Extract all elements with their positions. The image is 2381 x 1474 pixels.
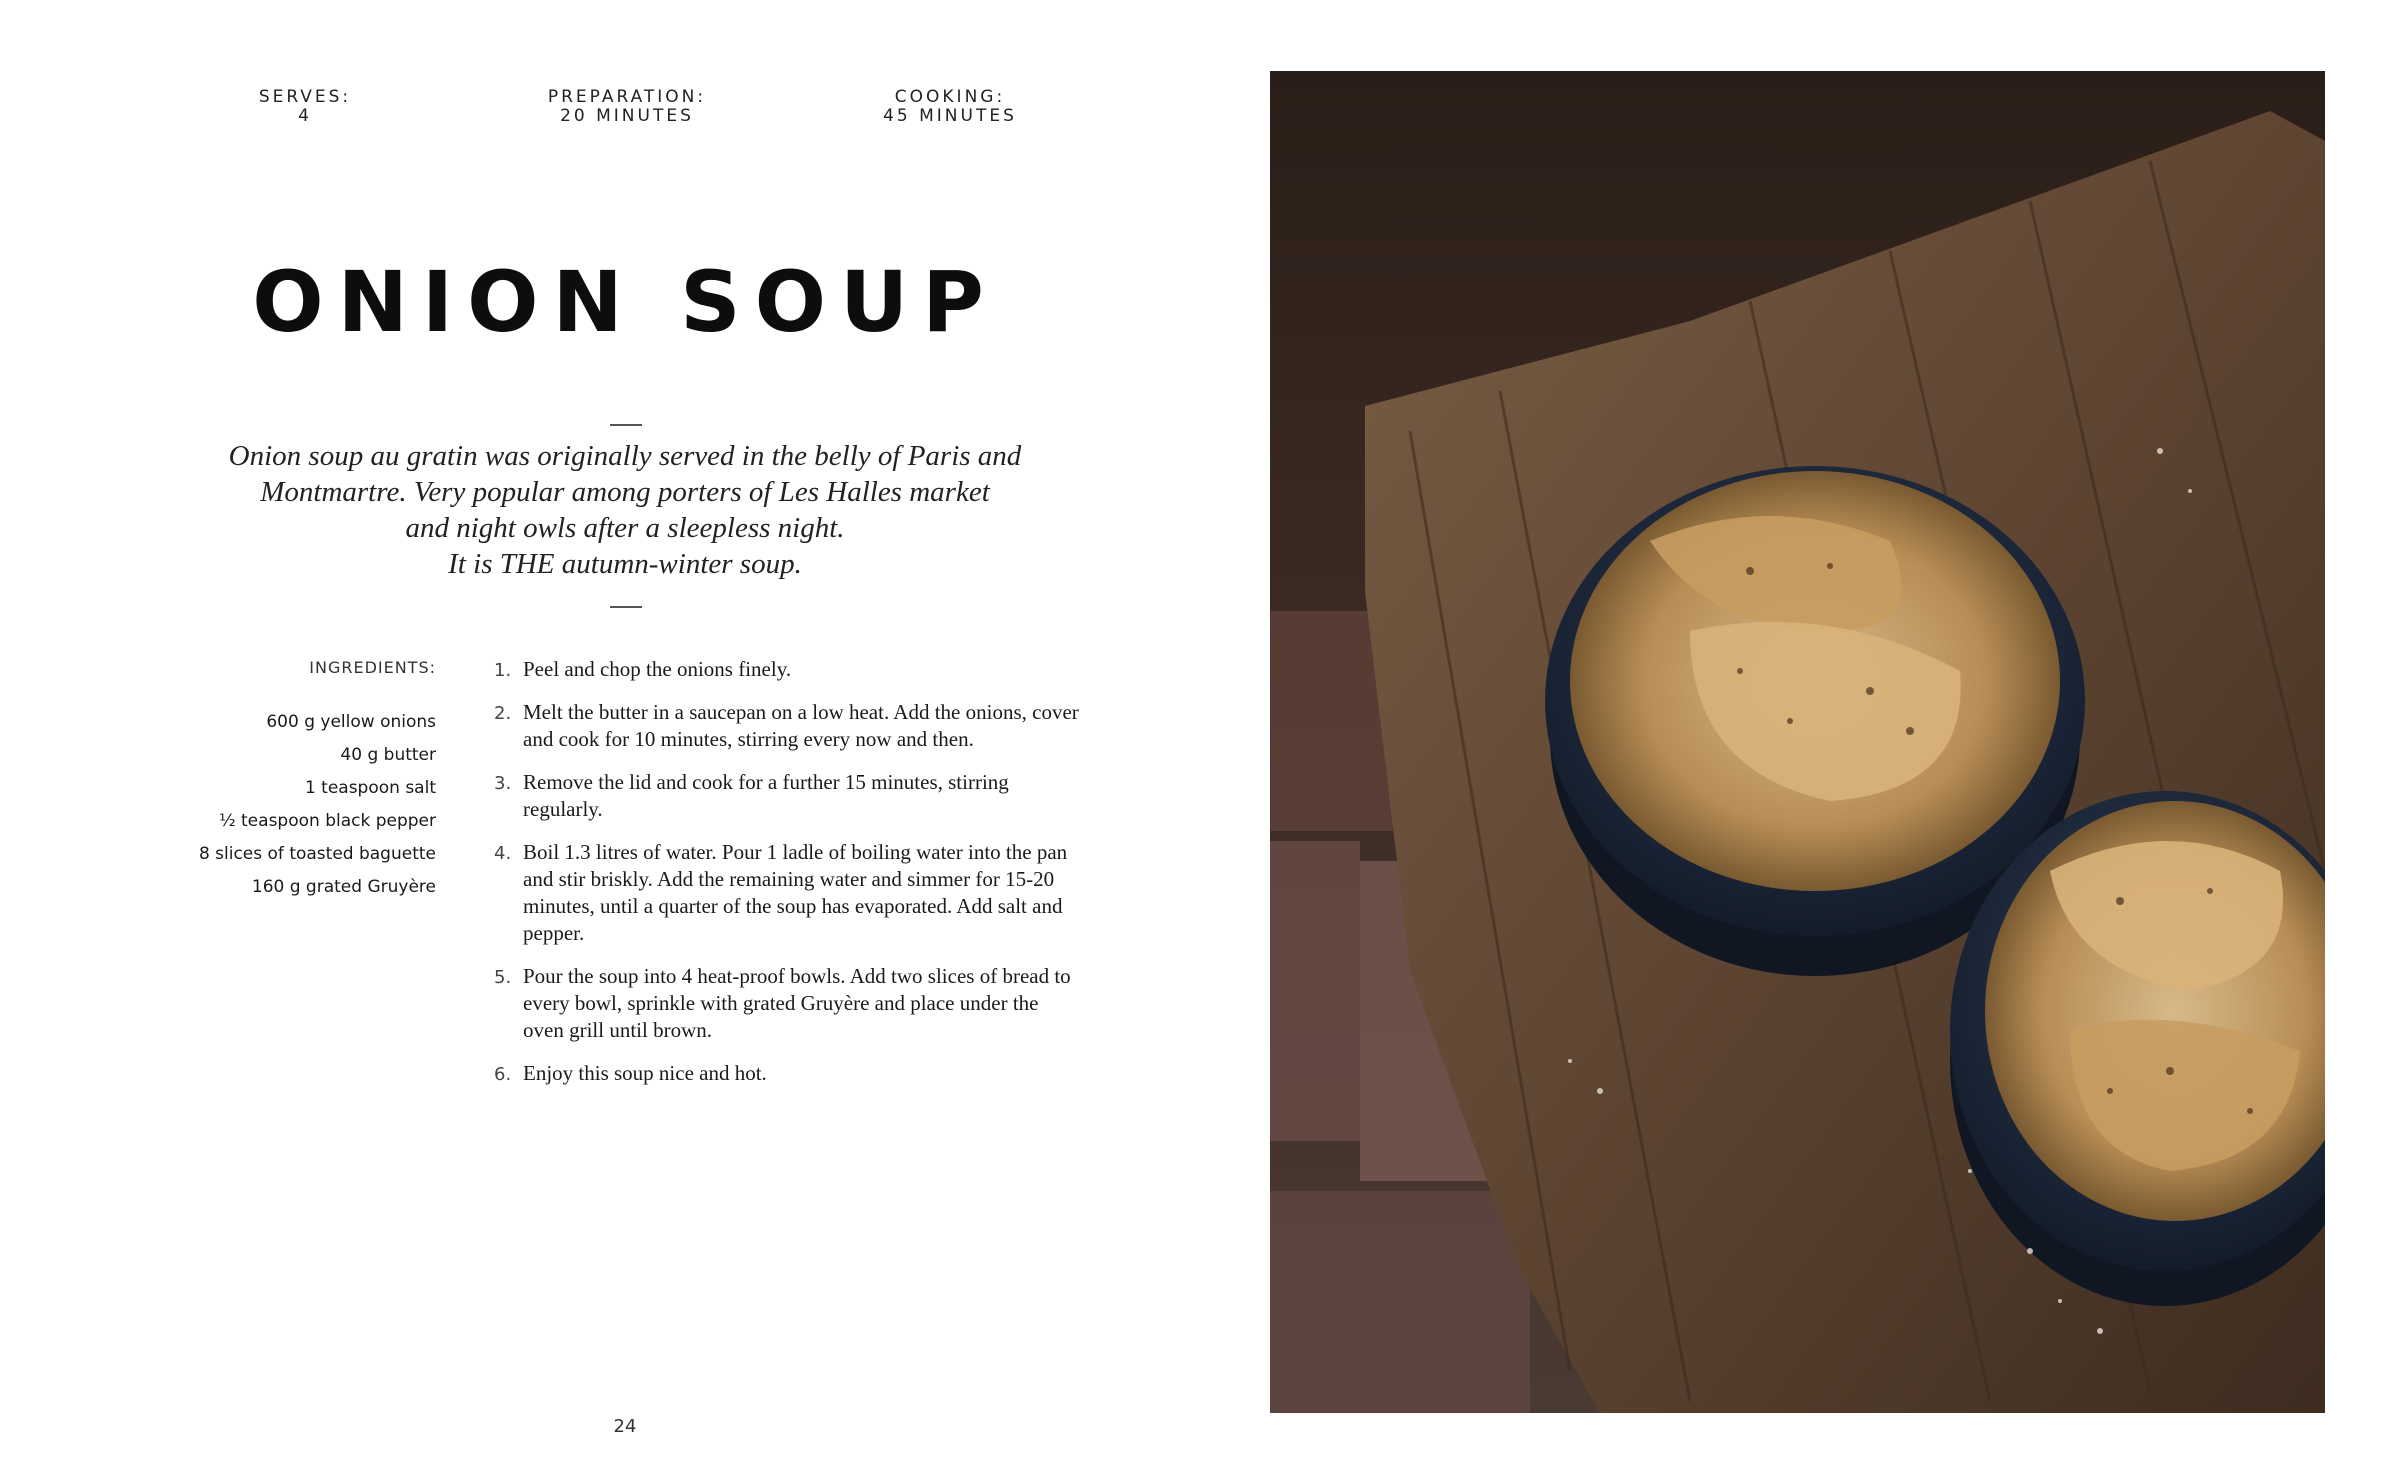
step-number: 6. — [494, 1064, 512, 1085]
step-number: 5. — [494, 967, 512, 988]
cooking-value: 45 MINUTES — [883, 106, 1017, 126]
preparation-value: 20 MINUTES — [560, 106, 694, 126]
preparation-label: PREPARATION: — [547, 87, 707, 107]
step-number: 2. — [494, 703, 512, 724]
step-number: 4. — [494, 843, 512, 864]
ingredient-item: 1 teaspoon salt — [304, 778, 436, 798]
step-number: 1. — [494, 660, 512, 681]
intro-line: It is THE autumn-winter soup. — [448, 548, 802, 580]
step-number: 3. — [494, 773, 512, 794]
soup-photo — [1270, 71, 2325, 1413]
soup-photo-illustration — [1270, 71, 2325, 1413]
step-text: Melt the butter in a saucepan on a low heat. Add the onions, cover and cook for 10 minutes, stirring every now and then. — [523, 700, 1079, 751]
intro-line: Montmartre. Very popular among porters of Les Halles market — [260, 476, 990, 508]
step-item — [490, 839, 1080, 947]
step-text: Enjoy this soup nice and hot. — [523, 1061, 767, 1085]
serves-label: SERVES: — [258, 87, 352, 107]
cooking-label: COOKING: — [894, 87, 1006, 107]
ingredient-item: 40 g butter — [340, 745, 436, 765]
recipe-title: ONION SOUP — [252, 253, 998, 351]
step-text: Peel and chop the onions finely. — [523, 657, 792, 681]
recipe-intro — [150, 438, 1100, 582]
divider-bottom — [610, 606, 642, 608]
cooking-info — [820, 88, 1080, 126]
ingredients-heading: INGREDIENTS: — [309, 658, 436, 677]
step-text: Pour the soup into 4 heat-proof bowls. Add two slices of bread to every bowl, sprinkle with grated Gruyère and place under the oven grill until brown. — [523, 964, 1071, 1042]
step-text: Remove the lid and cook for a further 15 minutes, stirring regularly. — [523, 770, 1009, 821]
serves-info — [175, 88, 435, 126]
intro-line: Onion soup au gratin was originally served in the belly of Paris and — [228, 440, 1022, 472]
page-number: 24 — [613, 1416, 637, 1437]
intro-line: and night owls after a sleepless night. — [405, 512, 845, 544]
preparation-info — [497, 88, 757, 126]
step-item — [490, 656, 1080, 683]
ingredient-item: ½ teaspoon black pepper — [219, 811, 436, 831]
ingredient-item: 8 slices of toasted baguette — [198, 844, 436, 864]
divider-top — [610, 424, 642, 426]
ingredient-item: 160 g grated Gruyère — [251, 877, 436, 897]
step-item — [490, 963, 1080, 1044]
step-item — [490, 699, 1080, 753]
ingredients-list — [100, 706, 436, 904]
step-text: Boil 1.3 litres of water. Pour 1 ladle of boiling water into the pan and stir briskly. Add the remaining water and simmer for 15-20 minutes, until a quarter of the soup has evaporated. Add salt and pepper. — [523, 840, 1068, 945]
step-item — [490, 1060, 1080, 1087]
method-steps — [490, 656, 1080, 1103]
ingredient-item: 600 g yellow onions — [266, 712, 436, 732]
serves-value: 4 — [298, 106, 312, 126]
step-item — [490, 769, 1080, 823]
